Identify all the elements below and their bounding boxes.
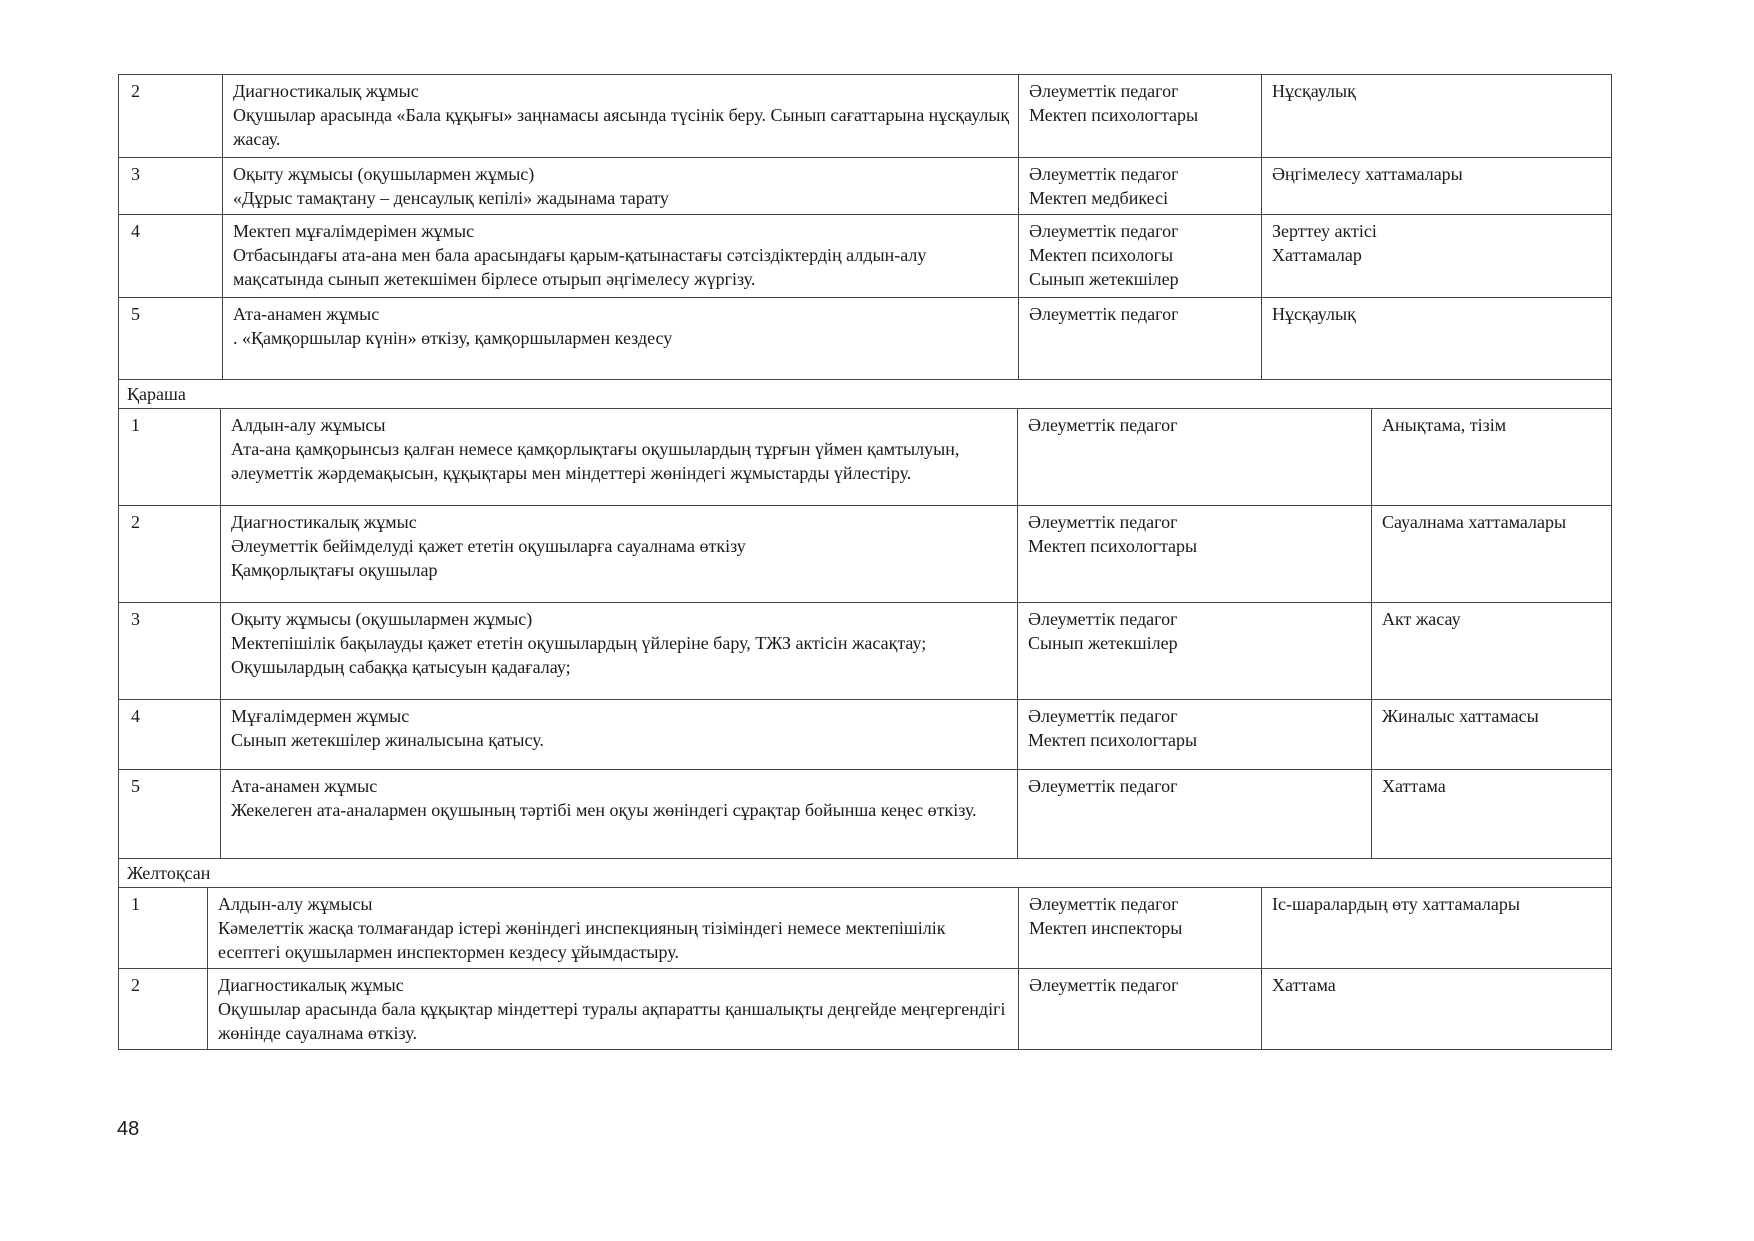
work-title: Диагностикалық жұмыс (231, 512, 417, 532)
responsible-item: Әлеуметтік педагог (1029, 164, 1179, 184)
responsible-item: Әлеуметтік педагог (1029, 221, 1179, 241)
result-item: Зерттеу актісі (1272, 221, 1377, 241)
result-item: Нұсқаулық (1272, 304, 1356, 324)
responsible-item: Сынып жетекшілер (1029, 269, 1179, 289)
responsible-cell (1019, 969, 1262, 1050)
work-description: Оқушылардың сабаққа қатысуын қадағалау; (231, 657, 571, 677)
table-row (119, 409, 1612, 506)
row-number: 1 (119, 888, 208, 969)
responsible-item: Әлеуметтік педагог (1028, 415, 1178, 435)
work-title: Диагностикалық жұмыс (218, 975, 404, 995)
responsible-cell (1018, 700, 1372, 770)
responsible-cell (1019, 888, 1262, 969)
result-item: Акт жасау (1382, 609, 1461, 629)
responsible-cell (1018, 506, 1372, 603)
plan-table-section-2 (118, 379, 1612, 859)
work-description: Оқушылар арасында бала құқықтар міндеттері туралы ақпаратты қаншалықты деңгейде меңгергендігі жөнінде сауалнама өткізу. (218, 999, 1006, 1043)
result-item: Нұсқаулық (1272, 81, 1356, 101)
row-number: 2 (119, 506, 221, 603)
responsible-item: Мектеп психологтары (1028, 536, 1198, 556)
work-title: Ата-анамен жұмыс (233, 304, 380, 324)
table-row (119, 770, 1612, 859)
table-row (119, 700, 1612, 770)
work-description: Қамқорлықтағы оқушылар (231, 560, 438, 580)
page-number: 48 (117, 1118, 140, 1140)
responsible-item: Әлеуметтік педагог (1029, 304, 1179, 324)
month-row (119, 380, 1612, 409)
result-cell (1372, 700, 1612, 770)
work-cell (221, 700, 1018, 770)
work-title: Алдын-алу жұмысы (218, 894, 373, 914)
responsible-item: Әлеуметтік педагог (1028, 776, 1178, 796)
month-row (119, 859, 1612, 888)
table-row (119, 888, 1612, 969)
row-number: 3 (119, 158, 223, 215)
work-cell (223, 75, 1019, 158)
result-item: Хаттамалар (1272, 245, 1362, 265)
responsible-item: Әлеуметтік педагог (1029, 975, 1179, 995)
plan-table-section-3 (118, 858, 1612, 1050)
month-label: Қараша (119, 380, 1612, 409)
table-row (119, 969, 1612, 1050)
result-cell (1372, 506, 1612, 603)
work-title: Оқыту жұмысы (оқушылармен жұмыс) (231, 609, 533, 629)
responsible-item: Әлеуметтік педагог (1028, 609, 1178, 629)
work-cell (221, 603, 1018, 700)
responsible-cell (1019, 298, 1262, 380)
responsible-item: Әлеуметтік педагог (1028, 512, 1178, 532)
responsible-item: Мектеп психологы (1029, 245, 1174, 265)
work-title: Мектеп мұғалімдерімен жұмыс (233, 221, 475, 241)
work-cell (221, 506, 1018, 603)
work-title: Диагностикалық жұмыс (233, 81, 419, 101)
work-cell (223, 298, 1019, 380)
result-cell (1372, 770, 1612, 859)
result-item: Хаттама (1382, 776, 1446, 796)
work-description: Ата-ана қамқорынсыз қалған немесе қамқорлықтағы оқушылардың тұрғын үймен қамтылуын, әлеуметтік жәрдемақысын, құқықтары мен міндеттері жөніндегі жұмыстарды үйлестіру. (231, 439, 960, 483)
work-title: Оқыту жұмысы (оқушылармен жұмыс) (233, 164, 535, 184)
responsible-cell (1019, 158, 1262, 215)
result-item: Жиналыс хаттамасы (1382, 706, 1539, 726)
work-cell (223, 158, 1019, 215)
result-item: Анықтама, тізім (1382, 415, 1507, 435)
plan-table-section-1 (118, 74, 1612, 380)
responsible-cell (1018, 603, 1372, 700)
result-item: Әңгімелесу хаттамалары (1272, 164, 1463, 184)
plan-sheet (118, 74, 1611, 1050)
work-title: Мұғалімдермен жұмыс (231, 706, 410, 726)
result-item: Іс-шаралардың өту хаттамалары (1272, 894, 1520, 914)
work-description: «Дұрыс тамақтану – денсаулық кепілі» жадынама тарату (233, 188, 669, 208)
result-item: Хаттама (1272, 975, 1336, 995)
work-cell (208, 888, 1019, 969)
responsible-item: Сынып жетекшілер (1028, 633, 1178, 653)
work-title: Алдын-алу жұмысы (231, 415, 386, 435)
responsible-item: Әлеуметтік педагог (1029, 894, 1179, 914)
work-cell (208, 969, 1019, 1050)
table-row (119, 603, 1612, 700)
result-cell (1372, 409, 1612, 506)
work-description: Кәмелеттік жасқа толмағандар істері жөніндегі инспекцияның тізіміндегі немесе мектепішілік есептегі оқушылармен инспектормен кездесу ұйымдастыру. (218, 918, 946, 962)
month-label: Желтоқсан (119, 859, 1612, 888)
row-number: 2 (119, 969, 208, 1050)
responsible-cell (1018, 409, 1372, 506)
result-cell (1262, 888, 1612, 969)
result-cell (1372, 603, 1612, 700)
table-row (119, 506, 1612, 603)
responsible-cell (1019, 75, 1262, 158)
work-description: Әлеуметтік бейімделуді қажет ететін оқушыларға сауалнама өткізу (231, 536, 746, 556)
row-number: 4 (119, 215, 223, 298)
table-row (119, 298, 1612, 380)
result-cell (1262, 298, 1612, 380)
row-number: 4 (119, 700, 221, 770)
responsible-item: Мектеп психологтары (1029, 105, 1199, 125)
work-description: Мектепішілік бақылауды қажет ететін оқушылардың үйлеріне бару, ТЖЗ актісін жасақтау; (231, 633, 927, 653)
table-row (119, 215, 1612, 298)
work-description: Оқушылар арасында «Бала құқығы» заңнамасы аясында түсінік беру. Сынып сағаттарына нұсқаулық жасау. (233, 105, 1010, 149)
work-cell (223, 215, 1019, 298)
table-row (119, 75, 1612, 158)
work-title: Ата-анамен жұмыс (231, 776, 378, 796)
row-number: 5 (119, 770, 221, 859)
work-description: . «Қамқоршылар күнін» өткізу, қамқоршылармен кездесу (233, 328, 673, 348)
table-row (119, 158, 1612, 215)
responsible-item: Мектеп медбикесі (1029, 188, 1169, 208)
responsible-item: Әлеуметтік педагог (1029, 81, 1179, 101)
result-cell (1262, 158, 1612, 215)
work-description: Отбасындағы ата-ана мен бала арасындағы қарым-қатынастағы сәтсіздіктердің алдын-алу мақсатында сынып жетекшімен бірлесе отырып әңгімелесу жүргізу. (233, 245, 927, 289)
row-number: 5 (119, 298, 223, 380)
work-description: Сынып жетекшілер жиналысына қатысу. (231, 730, 544, 750)
result-item: Сауалнама хаттамалары (1382, 512, 1567, 532)
responsible-cell (1018, 770, 1372, 859)
responsible-item: Мектеп психологтары (1028, 730, 1198, 750)
row-number: 1 (119, 409, 221, 506)
responsible-item: Мектеп инспекторы (1029, 918, 1183, 938)
result-cell (1262, 75, 1612, 158)
work-cell (221, 409, 1018, 506)
row-number: 2 (119, 75, 223, 158)
responsible-cell (1019, 215, 1262, 298)
result-cell (1262, 215, 1612, 298)
result-cell (1262, 969, 1612, 1050)
work-description: Жекелеген ата-аналармен оқушының тәртібі мен оқуы жөніндегі сұрақтар бойынша кеңес өткізу. (231, 800, 977, 820)
responsible-item: Әлеуметтік педагог (1028, 706, 1178, 726)
row-number: 3 (119, 603, 221, 700)
work-cell (221, 770, 1018, 859)
